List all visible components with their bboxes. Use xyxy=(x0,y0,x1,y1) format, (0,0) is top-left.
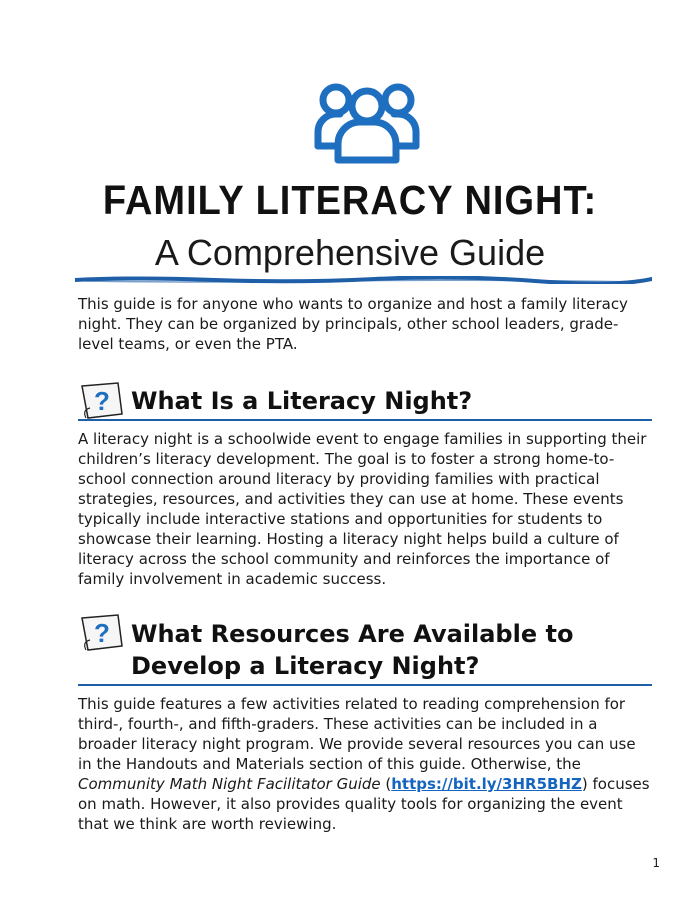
section-what-is xyxy=(78,380,652,422)
guide-title: Community Math Night Facilitator Guide xyxy=(78,775,381,793)
svg-text:?: ? xyxy=(94,618,110,648)
section-divider xyxy=(78,684,652,686)
intro-paragraph: This guide is for anyone who wants to organize and host a family literacy night. They can be organized by principals, other school leaders, grade-level teams, or even the PTA. xyxy=(78,295,628,353)
page-subtitle: A Comprehensive Guide xyxy=(154,232,546,273)
svg-text:?: ? xyxy=(94,386,110,416)
section-body xyxy=(78,694,652,834)
body-text: This guide features a few activities related to reading comprehension for third-, fourth-, and fifth-graders. These activities can be included in a broader literacy night program. We provide several resources you can use in the Handouts and Materials section of this guide. Otherwise, the xyxy=(78,695,636,773)
title-divider xyxy=(75,276,652,284)
page-title: FAMILY LITERACY NIGHT: xyxy=(102,178,598,224)
question-note-icon xyxy=(78,380,126,422)
section-heading: What Resources Are Available to Develop a Literacy Night? xyxy=(131,620,574,680)
people-group-icon xyxy=(312,80,422,164)
body-text: ( xyxy=(380,775,392,793)
page-number: 1 xyxy=(652,856,660,870)
section-resources xyxy=(78,612,652,688)
section-heading: What Is a Literacy Night? xyxy=(131,387,473,415)
resource-link[interactable]: https://bit.ly/3HR5BHZ xyxy=(391,775,582,793)
section-body: A literacy night is a schoolwide event to engage families in supporting their children’s literacy development. The goal is to foster a strong home-to-school connection around literacy by providing families with practical strategies, resources, and activities they can use at home. These events typically include interactive stations and opportunities for students to showcase their learning. Hosting a literacy night helps build a culture of literacy across the school community and reinforces the importance of family involvement in academic success. xyxy=(78,430,647,588)
section-divider xyxy=(78,419,652,421)
body-text: ) focuses on math. However, it also provides quality tools for organizing the event that we think are worth reviewing. xyxy=(78,775,650,833)
question-note-icon xyxy=(78,612,126,654)
